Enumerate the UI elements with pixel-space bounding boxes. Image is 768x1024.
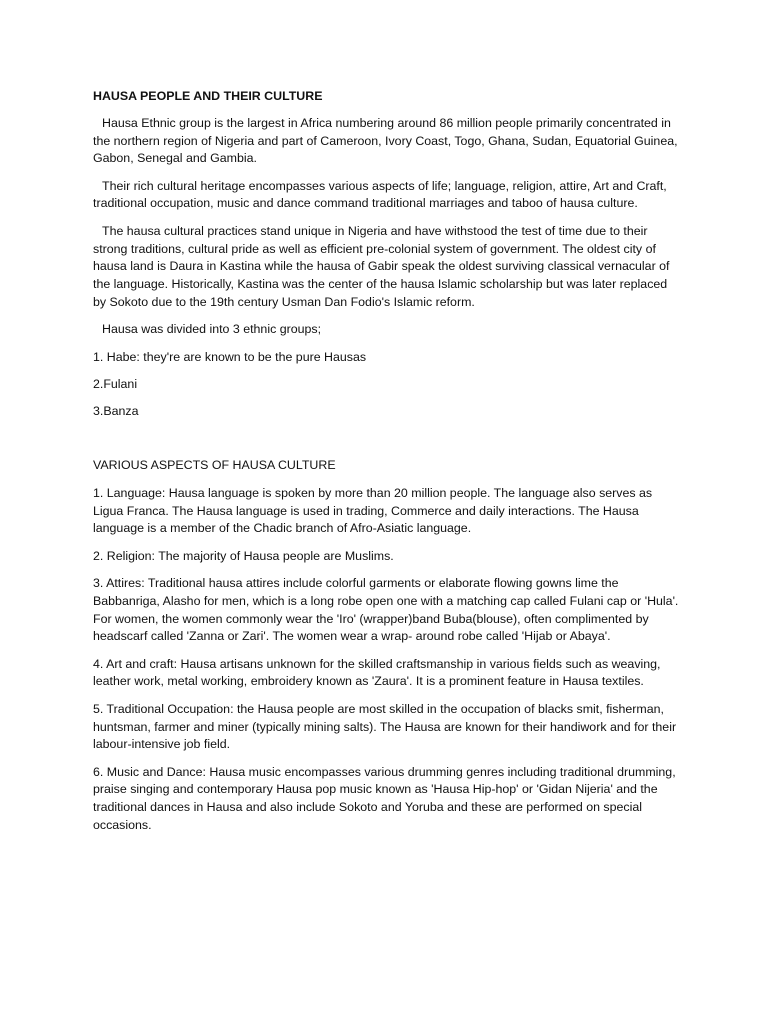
aspect-paragraph: 4. Art and craft: Hausa artisans unknown for the skilled craftsmanship in various fields such as weaving, leather work, metal working, embroidery known as 'Zaura'. It is a prominent feature in Hausa textiles.: [93, 656, 661, 689]
section-heading: VARIOUS ASPECTS OF HAUSA CULTURE: [93, 458, 336, 473]
document-page: [93, 88, 683, 844]
intro-paragraph: Hausa Ethnic group is the largest in Africa numbering around 86 million people primarily concentrated in the northern region of Nigeria and part of Cameroon, Ivory Coast, Togo, Ghana, Sudan, Equatorial Guinea, Gabon, Senegal and Gambia.: [93, 115, 678, 166]
aspect-paragraph: 2. Religion: The majority of Hausa people are Muslims.: [93, 548, 394, 563]
ethnic-group-item: 2.Fulani: [93, 376, 138, 391]
aspect-paragraph: 5. Traditional Occupation: the Hausa people are most skilled in the occupation of blacks smit, fisherman, huntsman, farmer and miner (typically mining salts). The Hausa are known for their handiwork and for their labour-intensive job field.: [93, 701, 677, 752]
intro-paragraph: The hausa cultural practices stand unique in Nigeria and have withstood the test of time due to their strong traditions, cultural pride as well as efficient pre-colonial system of government. The oldest city of hausa land is Daura in Kastina while the hausa of Gabir speak the oldest surviving classical vernacular of the language. Historically, Kastina was the center of the hausa Islamic scholarship but was later replaced by Sokoto due to the 19th century Usman Dan Fodio's Islamic reform.: [93, 223, 670, 309]
ethnic-group-item: 3.Banza: [93, 404, 139, 419]
ethnic-group-item: 1. Habe: they're are known to be the pure Hausas: [93, 349, 367, 364]
aspect-paragraph: 6. Music and Dance: Hausa music encompasses various drumming genres including traditional drumming, praise singing and contemporary Hausa pop music known as 'Hausa Hip-hop' or 'Gidan Nijeria' and the traditional dances in Hausa and also include Sokoto and Yoruba and these are performed on special occasions.: [93, 764, 676, 832]
aspect-paragraph: 1. Language: Hausa language is spoken by more than 20 million people. The language also serves as Ligua Franca. The Hausa language is used in trading, Commerce and daily interactions. The Hausa language is a member of the Chadic branch of Afro-Asiatic language.: [93, 485, 653, 536]
document-title: HAUSA PEOPLE AND THEIR CULTURE: [93, 89, 323, 103]
section-spacer: [93, 430, 683, 457]
aspect-paragraph: 3. Attires: Traditional hausa attires include colorful garments or elaborate flowing gowns lime the Babbanriga, Alasho for men, which is a long robe open one with a matching cap called Fulani cap or 'Hula'. For women, the women commonly wear the 'Iro' (wrapper)band Buba(blouse), often complimented by headscarf called 'Zanna or Zari'. The women wear a wrap- around robe called 'Hijab or Abaya'.: [93, 575, 679, 644]
intro-paragraph: Hausa was divided into 3 ethnic groups;: [102, 322, 322, 337]
intro-paragraph: Their rich cultural heritage encompasses various aspects of life; language, religion, attire, Art and Craft, traditional occupation, music and dance command traditional marriages and taboo of hausa culture.: [93, 178, 667, 211]
